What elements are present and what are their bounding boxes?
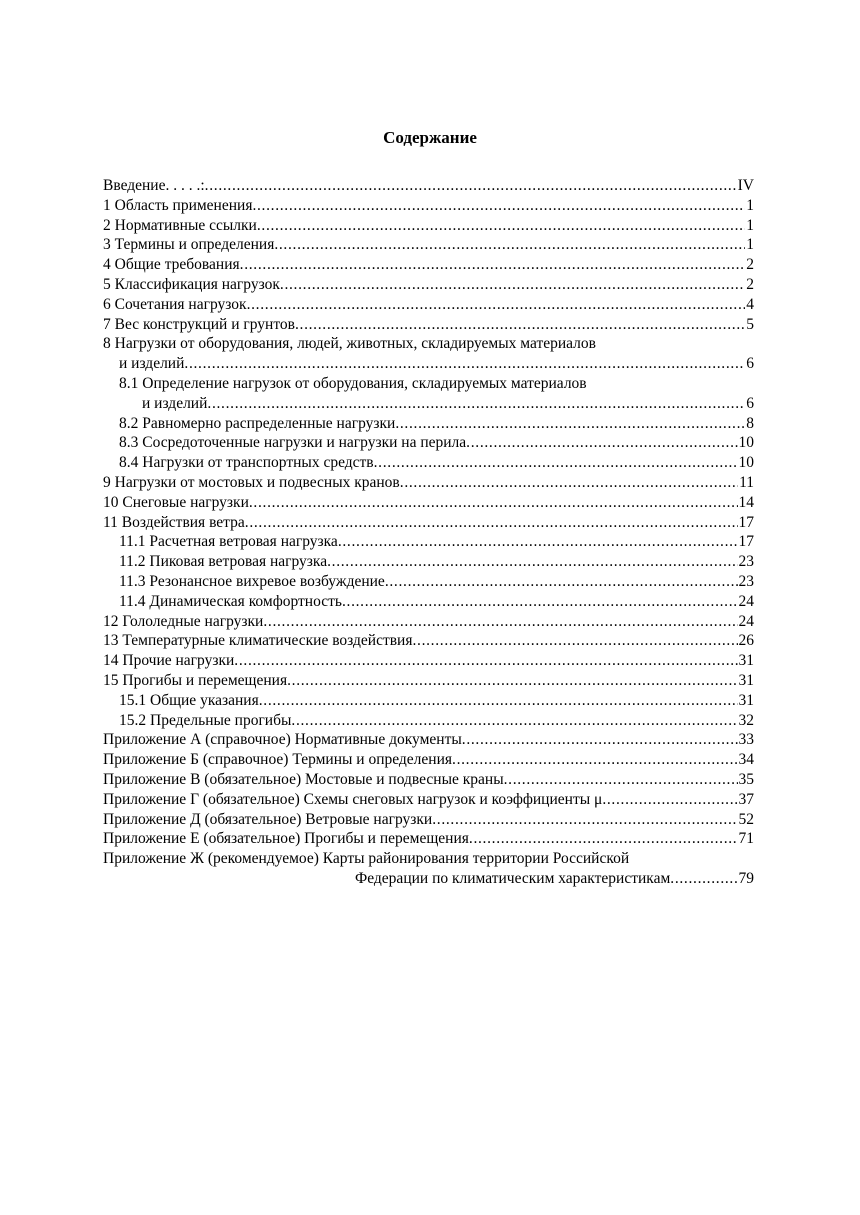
toc-leader [263, 612, 737, 632]
toc-entry-8-2[interactable] [103, 414, 754, 434]
toc-page-number: 1 [746, 236, 754, 254]
toc-page-number: 10 [738, 434, 754, 452]
toc-entry-appendix-e[interactable] [103, 829, 754, 849]
toc-leader [257, 216, 745, 236]
toc-entry-appendix-d[interactable] [103, 810, 754, 830]
toc-entry-label: 15.1 Общие указания [119, 691, 259, 709]
toc-page-number: 52 [738, 810, 754, 828]
toc-leader [291, 711, 737, 731]
toc-entry-label: 9 Нагрузки от мостовых и подвесных кранов [103, 473, 400, 491]
toc-entry-label: Приложение Д (обязательное) Ветровые нагрузки [103, 810, 433, 828]
page-title: Содержание [383, 128, 477, 147]
toc-entry-appendix-a[interactable] [103, 730, 754, 750]
toc-page-number: 32 [738, 711, 754, 729]
toc-entry-11-4[interactable] [103, 592, 754, 612]
toc-entry-8-4[interactable] [103, 453, 754, 473]
toc-page-number: 37 [738, 790, 754, 808]
toc-entry-11-2[interactable] [103, 552, 754, 572]
toc-page-number: 14 [738, 493, 754, 511]
toc-entry-8-continuation[interactable] [103, 354, 754, 374]
toc-leader [432, 810, 737, 830]
toc-entry-8-1-first-line[interactable] [103, 374, 754, 394]
toc-leader [395, 414, 745, 434]
toc-entry-label: 4 Общие требования [103, 256, 240, 274]
toc-entry-3[interactable] [103, 235, 754, 255]
toc-leader [466, 433, 737, 453]
toc-entry-14[interactable] [103, 651, 754, 671]
toc-page-number: 23 [738, 572, 754, 590]
toc-entry-label: Приложение Г (обязательное) Схемы снеговых нагрузок и коэффициенты μ [103, 790, 603, 808]
toc-leader [374, 453, 738, 473]
toc-entry-8-3[interactable] [103, 433, 754, 453]
toc-entry-label: 11.2 Пиковая ветровая нагрузка [119, 553, 328, 571]
toc-entry-label: 11.1 Расчетная ветровая нагрузка [119, 533, 338, 551]
toc-entry-label: 12 Гололедные нагрузки [103, 612, 264, 630]
toc-entry-13[interactable] [103, 631, 754, 651]
toc-entry-label: 8 Нагрузки от оборудования, людей, животных, складируемых материалов [103, 335, 596, 353]
toc-entry-2[interactable] [103, 216, 754, 236]
toc-entry-11[interactable] [103, 513, 754, 533]
toc-leader [259, 691, 738, 711]
toc-entry-7[interactable] [103, 315, 754, 335]
toc-entry-label: 15.2 Предельные прогибы [119, 711, 292, 729]
toc-entry-6[interactable] [103, 295, 754, 315]
toc-page-number: 31 [738, 652, 754, 670]
toc-entry-label: Введение. . . . .: [103, 177, 205, 194]
toc-leader [252, 196, 745, 216]
toc-entry-label: Приложение А (справочное) Нормативные документы [103, 731, 462, 749]
toc-page-number: 2 [746, 275, 754, 293]
toc-entry-11-1[interactable] [103, 532, 754, 552]
toc-entry-label: и изделий [142, 394, 208, 412]
toc-entry-label: 8.1 Определение нагрузок от оборудования, складируемых материалов [119, 374, 587, 392]
toc-leader [452, 750, 737, 770]
toc-page-number: 34 [738, 751, 754, 769]
toc-page-number: 33 [738, 731, 754, 749]
toc-leader [247, 295, 746, 315]
toc-entry-label: 3 Термины и определения [103, 236, 275, 254]
toc-page-number: 31 [738, 691, 754, 709]
toc-page-number: 17 [738, 533, 754, 551]
toc-page-number: 35 [738, 770, 754, 788]
toc-entry-label: и изделий [119, 355, 185, 373]
toc-entry-label: 5 Классификация нагрузок [103, 275, 280, 293]
toc-entry-appendix-b[interactable] [103, 750, 754, 770]
toc-leader [245, 513, 738, 533]
toc-leader [342, 592, 738, 612]
toc-page-number: 26 [738, 632, 754, 650]
toc-page-number: 6 [746, 394, 754, 412]
toc-leader [338, 532, 738, 552]
toc-leader [280, 275, 745, 295]
toc-page-number: 24 [738, 592, 754, 610]
toc-entry-appendix-v[interactable] [103, 770, 754, 790]
toc-page-number: 2 [746, 256, 754, 274]
toc-entry-appendix-zh-continuation[interactable] [103, 869, 754, 889]
toc-entry-label: 11.4 Динамическая комфортность [119, 592, 342, 610]
toc-page-number: 1 [746, 196, 754, 214]
toc-entry-15-1[interactable] [103, 691, 754, 711]
toc-entry-label: 8.3 Сосредоточенные нагрузки и нагрузки на перила [119, 434, 467, 452]
toc-leader [670, 869, 737, 889]
toc-entry-label: 6 Сочетания нагрузок [103, 295, 247, 313]
toc-page-number: 1 [746, 216, 754, 234]
toc-entry-label: 7 Вес конструкций и грунтов [103, 315, 295, 333]
toc-entry-15-2[interactable] [103, 711, 754, 731]
toc-entry-label: 13 Температурные климатические воздействия [103, 632, 413, 650]
toc-leader [234, 651, 737, 671]
toc-leader [205, 176, 737, 196]
toc-leader [469, 829, 738, 849]
toc-entry-label: 8.4 Нагрузки от транспортных средств [119, 454, 374, 472]
toc-entry-appendix-zh-first-line[interactable] [103, 849, 754, 869]
toc-entry-1[interactable] [103, 196, 754, 216]
toc-page-number: 6 [746, 355, 754, 373]
toc-leader [240, 255, 746, 275]
toc-entry-12[interactable] [103, 612, 754, 632]
toc-leader [274, 235, 745, 255]
toc-leader [385, 572, 738, 592]
toc-page-number: 11 [739, 473, 754, 491]
toc-entry-label: 1 Область применения [103, 196, 253, 214]
toc-entry-label: 2 Нормативные ссылки [103, 216, 257, 234]
toc-entry-label: Приложение Е (обязательное) Прогибы и перемещения [103, 830, 469, 848]
toc-page-number: 10 [738, 454, 754, 472]
toc-page-number: 23 [738, 553, 754, 571]
toc-page-number: 71 [738, 830, 754, 848]
toc-leader [504, 770, 738, 790]
toc-entry-introduction[interactable] [103, 176, 754, 196]
toc-entry-appendix-g[interactable] [103, 790, 754, 810]
toc-page-number: 17 [738, 513, 754, 531]
toc-leader [462, 730, 738, 750]
toc-entry-label: 10 Снеговые нагрузки [103, 493, 249, 511]
toc-entry-label: Приложение Б (справочное) Термины и определения [103, 751, 453, 769]
toc-leader [249, 493, 738, 513]
toc-entry-label: Федерации по климатическим характеристикам [355, 869, 671, 887]
toc-entry-label: Приложение Ж (рекомендуемое) Карты районирования территории Российской [103, 850, 630, 868]
toc-entry-11-3[interactable] [103, 572, 754, 592]
toc-entry-9[interactable] [103, 473, 754, 493]
toc-entry-15[interactable] [103, 671, 754, 691]
toc-entry-8-1-continuation[interactable] [103, 394, 754, 414]
toc-page-number: 8 [746, 414, 754, 432]
table-of-contents [103, 176, 754, 889]
toc-leader [207, 394, 745, 414]
toc-page-number: 79 [738, 869, 754, 887]
toc-entry-label: 15 Прогибы и перемещения [103, 671, 288, 689]
toc-entry-8-first-line[interactable] [103, 334, 754, 354]
toc-leader [602, 790, 737, 810]
toc-page-number: 5 [746, 315, 754, 333]
toc-leader [287, 671, 737, 691]
toc-entry-4[interactable] [103, 255, 754, 275]
toc-page-number: 4 [746, 295, 754, 313]
toc-entry-10[interactable] [103, 493, 754, 513]
toc-leader [184, 354, 745, 374]
toc-entry-5[interactable] [103, 275, 754, 295]
toc-entry-label: 14 Прочие нагрузки [103, 652, 235, 670]
toc-leader [327, 552, 737, 572]
toc-leader [400, 473, 738, 493]
toc-leader [412, 631, 737, 651]
toc-entry-label: Приложение В (обязательное) Мостовые и подвесные краны [103, 770, 504, 788]
toc-page-number: IV [737, 177, 754, 194]
toc-entry-label: 11.3 Резонансное вихревое возбуждение [119, 572, 385, 590]
toc-page-number: 31 [738, 671, 754, 689]
toc-page-number: 24 [738, 612, 754, 630]
toc-leader [295, 315, 745, 335]
toc-entry-label: 11 Воздействия ветра [103, 513, 245, 531]
toc-entry-label: 8.2 Равномерно распределенные нагрузки [119, 414, 396, 432]
